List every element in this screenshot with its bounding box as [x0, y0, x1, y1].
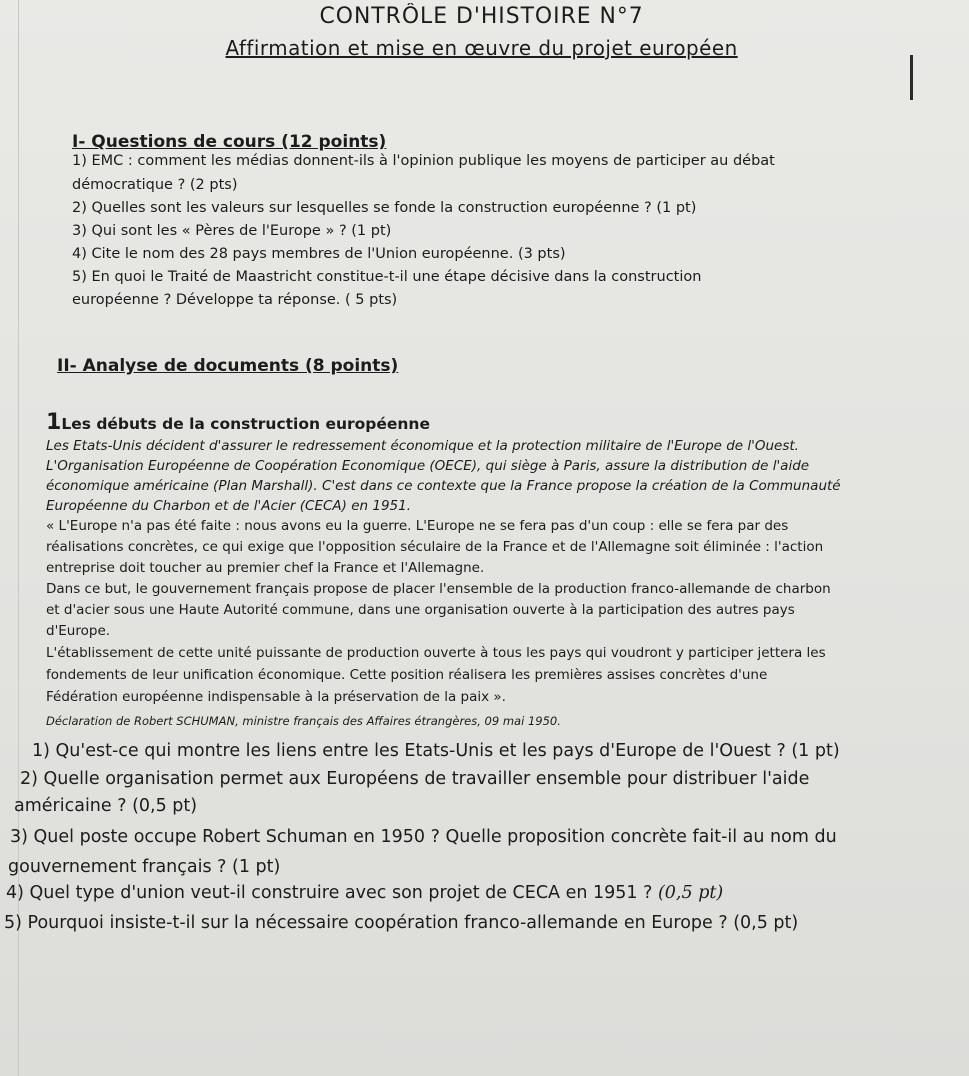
question-line: 4) Cite le nom des 28 pays membres de l'Union européenne. (3 pts): [72, 246, 566, 262]
pen-mark: [910, 55, 913, 100]
handwritten-points: (0,5 pt): [657, 883, 724, 903]
question-line: démocratique ? (2 pts): [72, 177, 238, 193]
question-line: européenne ? Développe ta réponse. ( 5 pts): [72, 292, 398, 308]
analysis-question-line: 3) Quel poste occupe Robert Schuman en 1950 ? Quelle proposition concrète fait-il au nom du: [10, 827, 837, 847]
section-1-heading: I- Questions de cours (12 points): [72, 132, 387, 152]
document-quote-line: fondements de leur unification économique. Cette position réalisera les premières assises concrètes d'une: [46, 667, 768, 683]
document-intro-line: économique américaine (Plan Marshall). C'est dans ce contexte que la France propose la création de la Communauté: [46, 478, 841, 494]
document-quote-line: « L'Europe n'a pas été faite : nous avons eu la guerre. L'Europe ne se fera pas d'un coup : elle se fera par des: [46, 518, 789, 534]
document-intro-line: L'Organisation Européenne de Coopération Economique (OECE), qui siège à Paris, assure la distribution de l'aide: [46, 458, 810, 474]
document-quote-line: Fédération européenne indispensable à la préservation de la paix ».: [46, 689, 506, 705]
document-quote-line: et d'acier sous une Haute Autorité commune, dans une organisation ouverte à la participation des autres pays: [46, 602, 795, 618]
analysis-question-line: 1) Qu'est-ce qui montre les liens entre les Etats-Unis et les pays d'Europe de l'Ouest ? (1 pt): [32, 741, 840, 761]
document-source: Déclaration de Robert SCHUMAN, ministre français des Affaires étrangères, 09 mai 1950.: [46, 714, 561, 728]
analysis-question-text: 4) Quel type d'union veut-il construire avec son projet de CECA en 1951 ?: [6, 883, 653, 903]
document-quote-line: d'Europe.: [46, 623, 111, 639]
analysis-question-line: gouvernement français ? (1 pt): [8, 857, 281, 877]
analysis-question-line: [6, 883, 723, 903]
document-quote-line: entreprise doit toucher au premier chef la France et l'Allemagne.: [46, 560, 485, 576]
document-quote-line: L'établissement de cette unité puissante de production ouverte à tous les pays qui voudront y participer jettera les: [46, 645, 826, 661]
analysis-question-line: 2) Quelle organisation permet aux Européens de travailler ensemble pour distribuer l'aide: [20, 769, 810, 789]
question-line: 5) En quoi le Traité de Maastricht constitue-t-il une étape décisive dans la construction: [72, 269, 702, 285]
document-quote-line: réalisations concrètes, ce qui exige que l'opposition séculaire de la France et de l'Allemagne soit éliminée : l'action: [46, 539, 824, 555]
question-line: 2) Quelles sont les valeurs sur lesquelles se fonde la construction européenne ? (1 pt): [72, 200, 697, 216]
document-intro-line: Les Etats-Unis décident d'assurer le redressement économique et la protection militaire de l'Europe de l'Ouest.: [46, 438, 799, 454]
section-2-heading: II- Analyse de documents (8 points): [57, 356, 399, 376]
question-line: 3) Qui sont les « Pères de l'Europe » ? (1 pt): [72, 223, 392, 239]
document-title-text: Les débuts de la construction européenne: [61, 415, 430, 433]
analysis-question-line: 5) Pourquoi insiste-t-il sur la nécessaire coopération franco-allemande en Europe ? (0,5 pt): [4, 913, 799, 933]
document-intro-line: Européenne du Charbon et de l'Acier (CECA) en 1951.: [46, 498, 412, 514]
document-title: [46, 410, 430, 435]
document-quote-line: Dans ce but, le gouvernement français propose de placer l'ensemble de la production franco-allemande de charbon: [46, 581, 831, 597]
page-title: CONTRÔLE D'HISTOIRE N°7: [319, 4, 644, 29]
question-line: 1) EMC : comment les médias donnent-ils à l'opinion publique les moyens de participer au débat: [72, 153, 775, 169]
page-subtitle: Affirmation et mise en œuvre du projet européen: [225, 36, 738, 60]
document-number: 1: [46, 410, 62, 435]
analysis-question-line: américaine ? (0,5 pt): [14, 796, 198, 816]
